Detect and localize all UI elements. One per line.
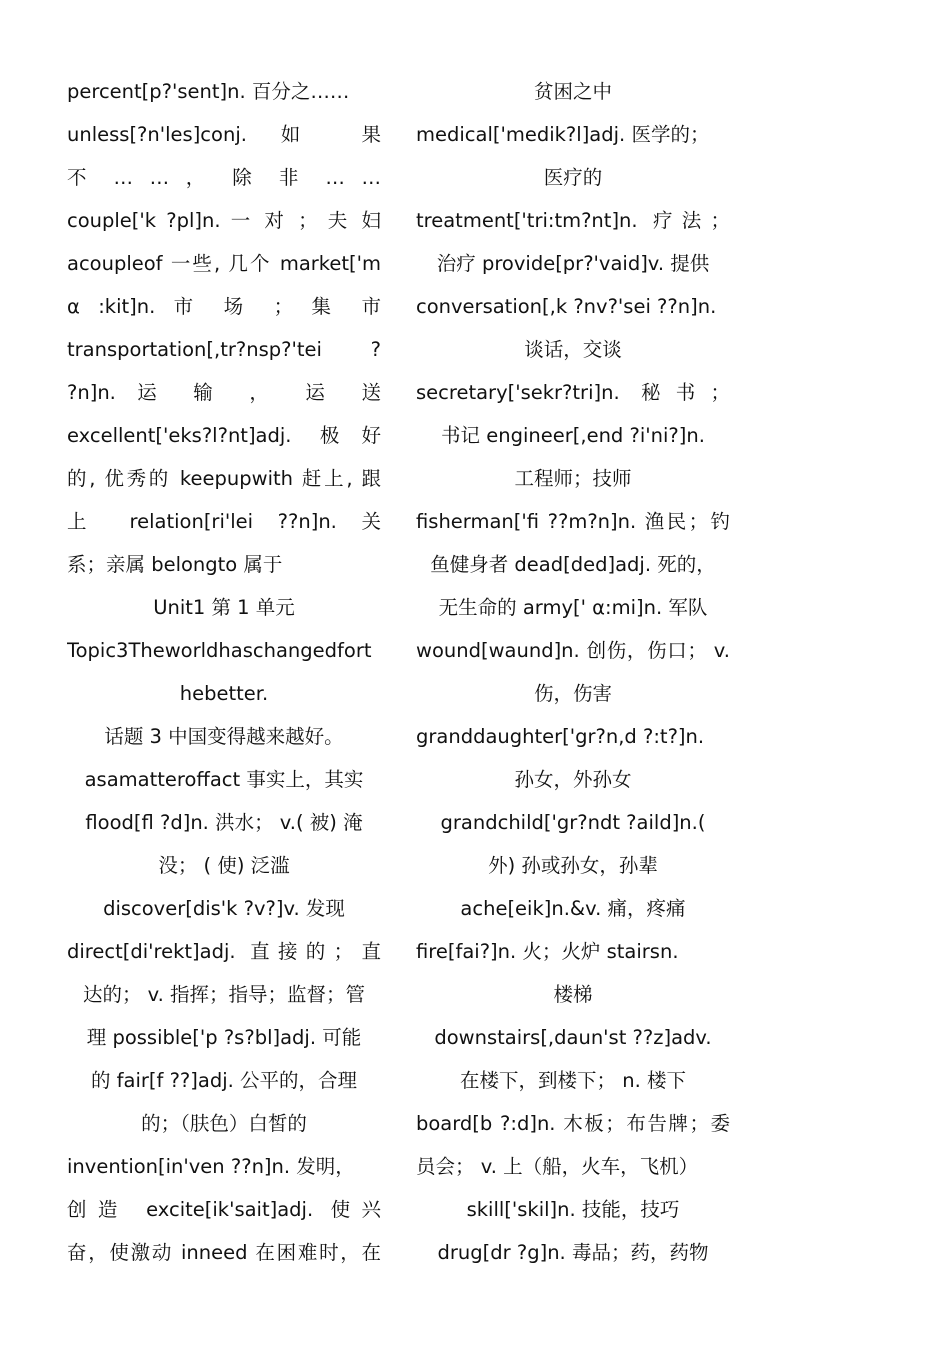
text-line: drug[dr ?g]n. 毒品；药，药物 xyxy=(437,1241,709,1264)
text-line: acoupleof 一些, 几个 market['m xyxy=(67,252,381,275)
text-line: transportation[,tr?nsp?'tei ? xyxy=(67,338,381,361)
text-line: 的 fair[f ??]adj. 公平的，合理 xyxy=(90,1069,358,1092)
text-line: granddaughter['gr?n,d ?:t?]n. xyxy=(416,725,705,748)
text-line: 无生命的 army[' α:mi]n. 军队 xyxy=(438,596,708,619)
right-text-column xyxy=(416,70,730,1274)
text-line: 治疗 provide[pr?'vaid]v. 提供 xyxy=(436,252,710,275)
text-line: grandchild['gr?ndt ?aild]n.( xyxy=(440,811,706,834)
text-line: 外) 孙或孙女，孙辈 xyxy=(488,854,658,877)
text-line: α :kit]n. 市 场 ； 集 市 xyxy=(67,295,381,318)
text-line: 书记 engineer[,end ?i'ni?]n. xyxy=(441,424,705,447)
text-line: 贫困之中 xyxy=(533,80,612,103)
text-line: 员会； v. 上（船，火车，飞机） xyxy=(416,1155,699,1178)
text-line: 鱼健身者 dead[ded]adj. 死的， xyxy=(430,553,716,576)
text-line: skill['skil]n. 技能，技巧 xyxy=(466,1198,680,1221)
text-line: 谈话，交谈 xyxy=(524,338,622,361)
text-line: medical['medik?l]adj. 医学的； xyxy=(416,123,710,146)
text-line: 没； ( 使) 泛滥 xyxy=(158,854,290,877)
text-line: unless[?n'les]conj. 如 果 xyxy=(67,123,381,146)
text-line: 的, 优秀的 keepupwith 赶上, 跟 xyxy=(67,467,381,490)
text-line: discover[dis'k ?v?]v. 发现 xyxy=(103,897,345,920)
text-line: Unit1 第 1 单元 xyxy=(153,596,295,619)
text-line: ?n]n. 运 输 ， 运 送 xyxy=(67,381,381,404)
text-line: fire[fai?]n. 火；火炉 stairsn. xyxy=(416,940,679,963)
text-line: 达的； v. 指挥；指导；监督；管 xyxy=(82,983,366,1006)
text-line: 在楼下，到楼下； n. 楼下 xyxy=(460,1069,686,1092)
text-line: 奋，使激动 inneed 在困难时，在 xyxy=(67,1241,381,1264)
text-line: fisherman['fi ??m?n]n. 渔民；钓 xyxy=(416,510,730,533)
text-line: asamatteroffact 事实上，其实 xyxy=(84,768,364,791)
text-line: excellent['eks?l?nt]adj. 极好 xyxy=(67,424,381,447)
text-line: 话题 3 中国变得越来越好。 xyxy=(104,725,344,748)
text-line: 上 relation[ri'lei ??n]n. 关 xyxy=(67,510,381,533)
text-line: 理 possible['p ?s?bl]adj. 可能 xyxy=(86,1026,362,1049)
text-line: 伤，伤害 xyxy=(533,682,612,705)
text-line: treatment['tri:tm?nt]n. 疗法； xyxy=(416,209,730,232)
text-line: 系；亲属 belongto 属于 xyxy=(67,553,283,576)
text-line: couple['k ?pl]n. 一 对 ； 夫 妇 xyxy=(67,209,381,232)
text-line: board[b ?:d]n. 木板；布告牌；委 xyxy=(416,1112,730,1135)
text-line: direct[di'rekt]adj. 直接的；直 xyxy=(67,940,381,963)
text-line: 不 … … ， 除 非 … … xyxy=(67,166,381,189)
text-line: flood[fl ?d]n. 洪水； v.( 被) 淹 xyxy=(85,811,363,834)
text-line: ache[eik]n.&v. 痛，疼痛 xyxy=(460,897,686,920)
text-line: 工程师；技师 xyxy=(514,467,632,490)
text-line: 楼梯 xyxy=(553,983,593,1006)
text-line: hebetter. xyxy=(179,682,269,705)
text-line: 创造 excite[ik'sait]adj. 使兴 xyxy=(67,1198,381,1221)
text-line: 医疗的 xyxy=(543,166,603,189)
text-line: wound[waund]n. 创伤，伤口； v. xyxy=(416,639,730,662)
text-line: 孙女，外孙女 xyxy=(514,768,632,791)
left-text-column xyxy=(67,70,381,1274)
text-line: Topic3Theworldhaschangedfort xyxy=(67,639,372,662)
text-line: downstairs[,daun'st ??z]adv. xyxy=(434,1026,712,1049)
text-line: percent[p?'sent]n. 百分之…… xyxy=(67,80,350,103)
text-line: secretary['sekr?tri]n. 秘书； xyxy=(416,381,730,404)
text-line: invention[in'ven ??n]n. 发明， xyxy=(67,1155,355,1178)
text-line: conversation[,k ?nv?'sei ??n]n. xyxy=(416,295,717,318)
text-line: 的；（肤色）白皙的 xyxy=(141,1112,307,1135)
